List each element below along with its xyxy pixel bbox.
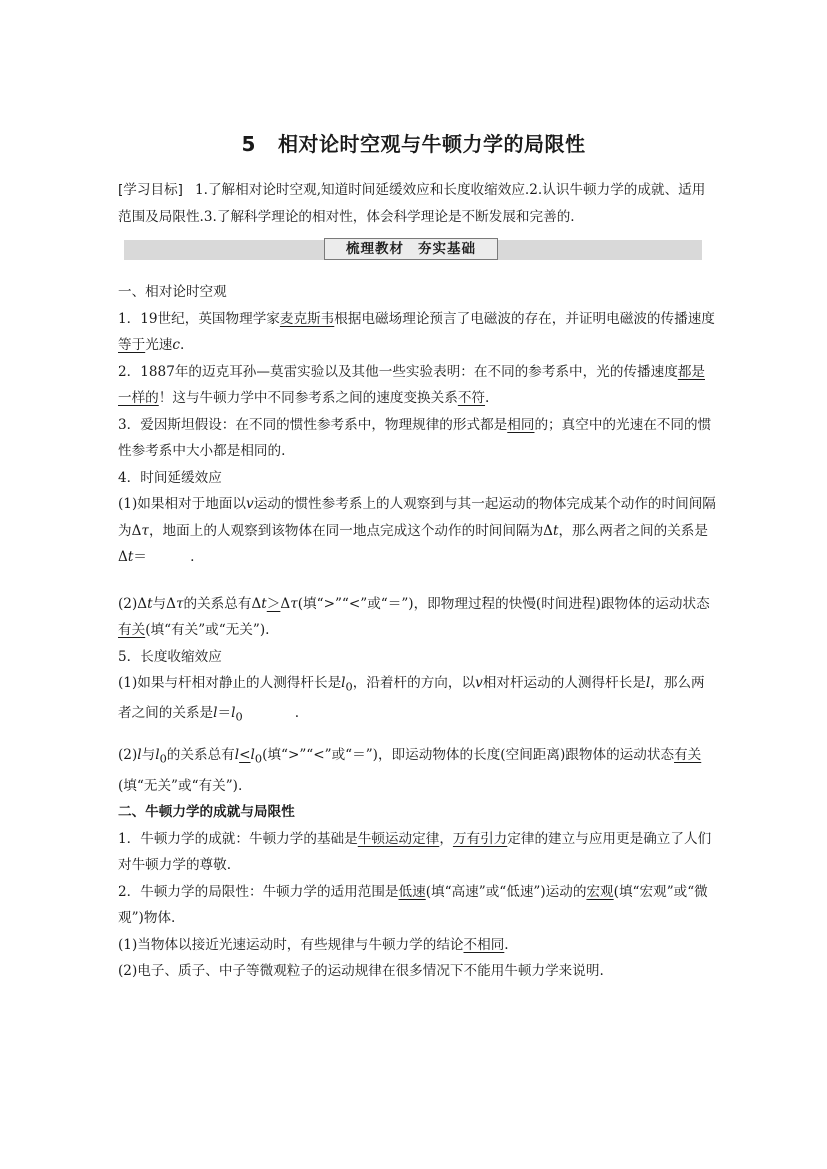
answer-inconsistent: 不符	[457, 390, 486, 406]
paragraph-9: (2)l与$l_0$的关系总有$l<l_0$(填“>”“<”或“＝”)，即运动物体的长度(空间距离)跟物体的运动状态有关(填“无关”或“有关”).	[118, 747, 702, 794]
learning-goals	[118, 177, 718, 231]
goals-text: 1.了解相对论时空观,知道时间延缓效应和长度收缩效应.2.认识牛顿力学的成就、适用范围及局限性.3.了解科学理论的相对性，体会科学理论是不断发展和完善的.	[118, 182, 706, 225]
formula-blank-time	[147, 549, 190, 565]
section-heading-1: 一、相对论时空观	[118, 284, 227, 300]
banner-right: 夯实基础	[418, 241, 476, 257]
answer-macroscopic: 宏观	[586, 883, 614, 900]
paragraph-10: 1．牛顿力学的成就：牛顿力学的基础是牛顿运动定律，万有引力定律的建立与应用更是确立了人们对牛顿力学的尊敬.	[118, 830, 712, 874]
main-content	[118, 279, 718, 985]
answer-maxwell: 麦克斯韦	[279, 310, 335, 327]
page-title	[0, 128, 827, 157]
answer-equal: 等于	[118, 337, 146, 353]
section-heading-2: 二、牛顿力学的成就与局限性	[118, 804, 295, 821]
paragraph-8: (1)如果与杆相对静止的人测得杆长是$l_0$，沿着杆的方向，以v相对杆运动的人测得杆长是l，那么两者之间的关系是$l=l_0$ .	[118, 675, 705, 724]
paragraph-4: 4．时间延缓效应	[118, 469, 222, 486]
answer-different: 不相同	[463, 936, 505, 953]
paragraph-13: (2)电子、质子、中子等微观粒子的运动规律在很多情况下不能用牛顿力学来说明.	[118, 963, 604, 980]
answer-less: <	[239, 747, 251, 764]
section-banner	[324, 238, 498, 260]
banner-left: 梳理教材	[346, 241, 404, 257]
paragraph-11: 2．牛顿力学的局限性：牛顿力学的适用范围是低速(填“高速”或“低速”)运动的宏观(填“宏观”或“微观”)物体.	[118, 883, 708, 927]
answer-same: 都是一样的	[118, 363, 705, 406]
paragraph-5: (1)如果相对于地面以v运动的惯性参考系上的人观察到与其一起运动的物体完成某个动作的时间间隔为Δτ，地面上的人观察到该物体在同一地点完成这个动作的时间间隔为Δt，那么两者之间的关系是Δt＝ .	[118, 496, 716, 565]
answer-greater: ＞	[266, 595, 281, 612]
paragraph-2: 2．1887年的迈克耳孙—莫雷实验以及其他一些实验表明：在不同的参考系中，光的传播速度都是一样的！这与牛顿力学中不同参考系之间的速度变换关系不符.	[118, 363, 705, 406]
paragraph-3: 3．爱因斯坦假设：在不同的惯性参考系中，物理规律的形式都是相同的；真空中的光速在不同的惯性参考系中大小都是相同的.	[118, 416, 712, 459]
paragraph-6: (2)Δt与Δτ的关系总有Δt＞Δτ(填“>”“<”或“＝”)，即物理过程的快慢(时间进程)跟物体的运动状态有关(填“有关”或“无关”).	[118, 595, 710, 638]
paragraph-7: 5．长度收缩效应	[118, 648, 222, 665]
paragraph-12: (1)当物体以接近光速运动时，有些规律与牛顿力学的结论不相同.	[118, 936, 509, 953]
title-text: 相对论时空观与牛顿力学的局限性	[277, 132, 586, 156]
section-number: 5	[241, 132, 256, 156]
goals-label: [学习目标]	[118, 182, 183, 198]
answer-newton-laws: 牛顿运动定律	[357, 830, 440, 847]
answer-related-time: 有关	[118, 622, 146, 638]
answer-gravitation: 万有引力	[452, 830, 508, 847]
answer-related-length: 有关	[674, 747, 702, 764]
paragraph-1: 1．19世纪，英国物理学家麦克斯韦根据电磁场理论预言了电磁波的存在，并证明电磁波的传播速度等于光速c.	[118, 310, 715, 353]
answer-identical: 相同	[507, 416, 535, 433]
answer-low-speed: 低速	[398, 883, 426, 900]
